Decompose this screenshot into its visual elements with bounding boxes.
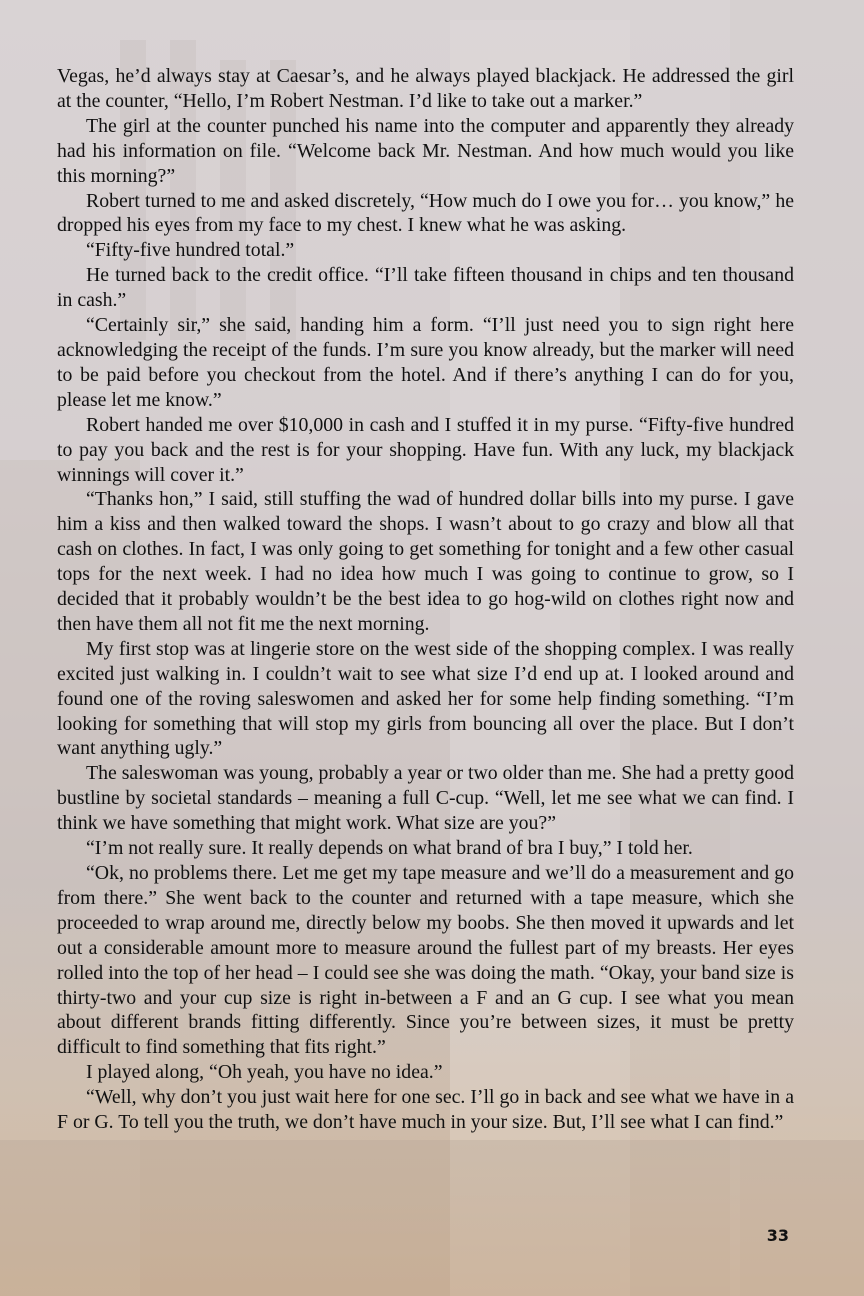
paragraph: “I’m not really sure. It really depends on what brand of bra I buy,” I told her.: [86, 837, 693, 860]
paragraph: The girl at the counter punched his name into the computer and apparently they already had his information on file. “Welcome back Mr. Nestman. And how much would you like this morning?”: [57, 114, 794, 187]
paragraph: “Well, why don’t you just wait here for one sec. I’ll go in back and see what we have in a F or G. To tell you the truth, we don’t have much in your size. But, I’ll see what I can find.”: [57, 1086, 794, 1134]
body-text: [57, 64, 794, 1135]
page-number: 33: [766, 1226, 789, 1245]
paragraph: “Certainly sir,” she said, handing him a form. “I’ll just need you to sign right here acknowledging the receipt of the funds. I’m sure you know already, but the marker will need to be paid before you checkout from the hotel. And if there’s anything I can do for you, please let me know.”: [57, 314, 794, 411]
paragraph: “Thanks hon,” I said, still stuffing the wad of hundred dollar bills into my purse. I gave him a kiss and then walked toward the shops. I wasn’t about to go crazy and blow all that cash on clothes. In fact, I was only going to get something for tonight and a few other casual tops for the next week. I had no idea how much I was going to continue to grow, so I decided that it probably wouldn’t be the best idea to go hog-wild on clothes right now and then have them all not fit me the next morning.: [57, 488, 794, 635]
paragraph: My first stop was at lingerie store on the west side of the shopping complex. I was really excited just walking in. I couldn’t wait to see what size I’d end up at. I looked around and found one of the roving saleswomen and asked her for some help finding something. “I’m looking for something that will stop my girls from bouncing all over the place. But I don’t want anything ugly.”: [57, 637, 794, 760]
paragraph: The saleswoman was young, probably a year or two older than me. She had a pretty good bustline by societal standards – meaning a full C-cup. “Well, let me see what we can find. I think we have something that might work. What size are you?”: [57, 762, 794, 835]
paragraph: Robert turned to me and asked discretely, “How much do I owe you for… you know,” he dropped his eyes from my face to my chest. I knew what he was asking.: [57, 189, 794, 237]
paragraph: I played along, “Oh yeah, you have no idea.”: [86, 1061, 443, 1084]
paragraph: “Fifty-five hundred total.”: [86, 239, 295, 262]
paragraph: “Ok, no problems there. Let me get my tape measure and we’ll do a measurement and go from there.” She went back to the counter and returned with a tape measure, which she proceeded to wrap around me, directly below my boobs. She then moved it upwards and let out a considerable amount more to measure around the fullest part of my breasts. Her eyes rolled into the top of her head – I could see she was doing the math. “Okay, your band size is thirty-two and your cup size is right in-between a F and an G cup. I see what you mean about different brands fitting differently. Since you’re between sizes, it must be pretty difficult to find something that fits right.”: [57, 862, 794, 1059]
paragraph: Vegas, he’d always stay at Caesar’s, and he always played blackjack. He addressed the girl at the counter, “Hello, I’m Robert Nestman. I’d like to take out a marker.”: [57, 65, 794, 112]
paragraph: Robert handed me over $10,000 in cash and I stuffed it in my purse. “Fifty-five hundred to pay you back and the rest is for your shopping. Have fun. With any luck, my blackjack winnings will cover it.”: [57, 413, 794, 486]
paragraph: He turned back to the credit office. “I’ll take fifteen thousand in chips and ten thousand in cash.”: [57, 264, 794, 312]
